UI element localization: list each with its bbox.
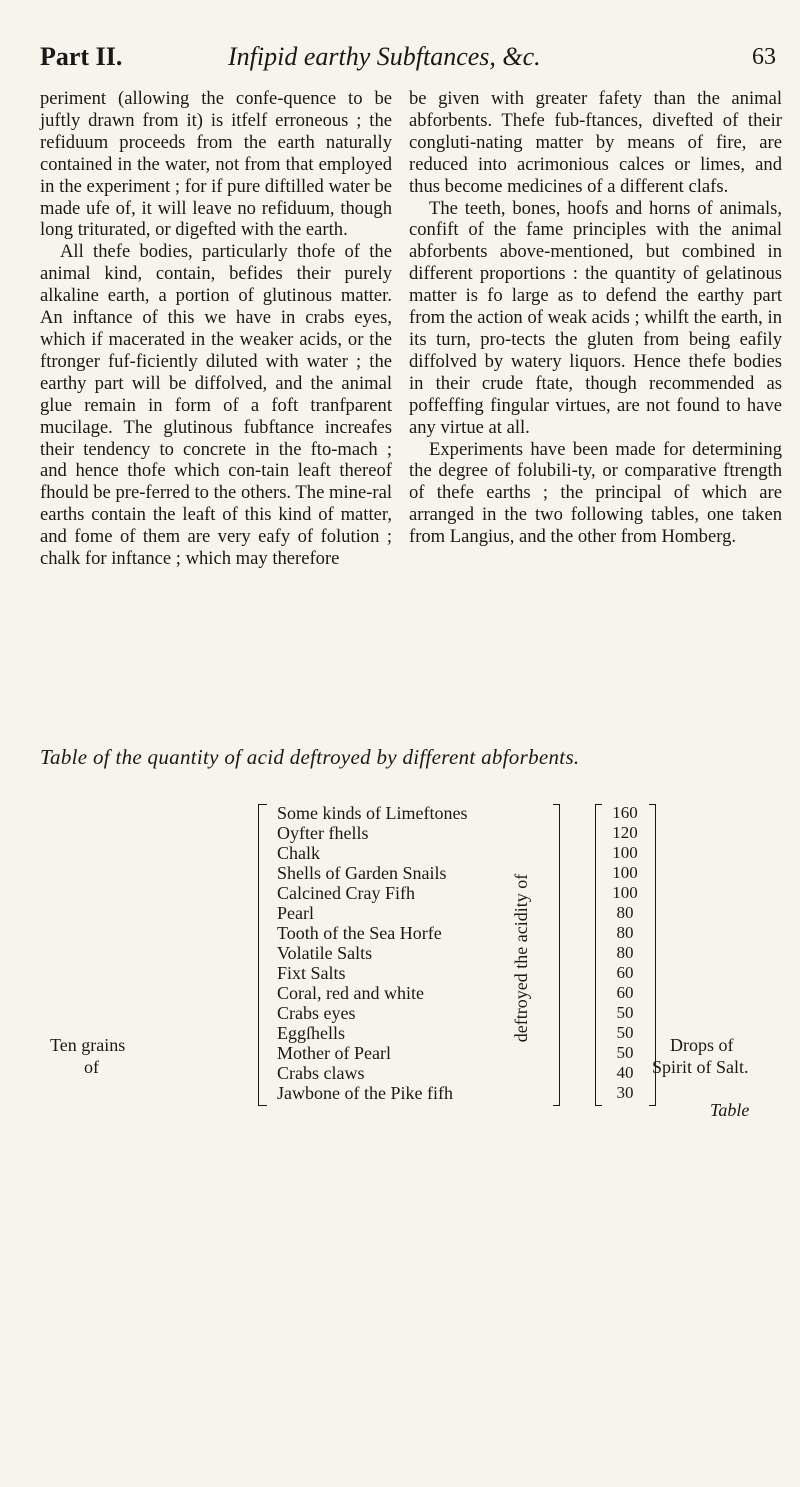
table-row: Shells of Garden Snails — [277, 863, 447, 883]
running-title: Infipid earthy Subftances, &c. — [228, 42, 541, 71]
right-label: Spirit of Salt. — [652, 1057, 749, 1077]
table-row: Fixt Salts — [277, 963, 346, 983]
table-value: 120 — [612, 823, 638, 842]
table-value: 100 — [612, 843, 638, 862]
table-row: Jawbone of the Pike fifh — [277, 1083, 453, 1103]
paragraph: All thefe bodies, particularly thofe of the animal kind, contain, befides their purely alkaline earth, a portion of glutinous matter. An inftance of this we have in crabs eyes, which if macerated in the weaker acids, or the ftronger fuf-ficiently diluted with water ; the earthy part will be diffolved, and the animal glue remain in form of a foft tranfparent mucilage. The glutinous fubftance increafes their tendency to concrete in the fto-mach ; and hence thofe which con-tain leaft thereof fhould be pre-ferred to the others. The mine-ral earths contain the leaft of this kind of matter, and fome of them are very eafy of folution ; chalk for inftance ; which may therefore — [40, 241, 392, 570]
part-label: Part II. — [40, 42, 123, 71]
table-row: Oyfter fhells — [277, 823, 369, 843]
table-value: 40 — [616, 1063, 634, 1082]
table-row: Chalk — [277, 843, 320, 863]
middle-brace — [553, 804, 560, 1106]
table-value: 80 — [616, 943, 634, 962]
table-value: 50 — [616, 1043, 634, 1062]
catchword: Table — [710, 1100, 750, 1120]
table-value: 160 — [612, 803, 638, 822]
paragraph: periment (allowing the confe-quence to be juftly drawn from it) is itfelf erroneous ; the refiduum proceeds from the earth naturally contained in the water, not from that employed in the experiment ; for if pure diftilled water be made ufe of, it will leave no refiduum, though long triturated, or digefted with the earth. — [40, 88, 392, 241]
table-value: 30 — [616, 1083, 634, 1102]
left-label: of — [84, 1057, 99, 1077]
table-value: 100 — [612, 883, 638, 902]
table-row: Calcined Cray Fifh — [277, 883, 415, 903]
paragraph: be given with greater fafety than the animal abforbents. Thefe fub-ftances, divefted of their congluti-nating matter by means of fire, are reduced into acrimonious calces or limes, and thus become medicines of a different clafs. — [409, 88, 782, 197]
table-value: 80 — [616, 903, 634, 922]
paragraph: The teeth, bones, hoofs and horns of animals, confift of the fame principles with the animal abforbents above-mentioned, but combined in different proportions : the quantity of gelatinous matter is fo large as to defend the earthy part from the action of weak acids ; whilft the earth, in its turn, pro-tects the gluten from being eafily diffolved by watery liquors. Hence thefe bodies in their crude ftate, though recommended as poffeffing fingular virtues, are not found to have any virtue at all. — [409, 197, 782, 438]
table-value: 60 — [616, 983, 634, 1002]
left-label: Ten grains — [50, 1035, 126, 1055]
table-row: Mother of Pearl — [277, 1043, 391, 1063]
left-brace — [258, 804, 267, 1106]
table-value: 50 — [616, 1023, 634, 1042]
table-row: Coral, red and white — [277, 983, 424, 1003]
table-row: Eggſhells — [277, 1023, 345, 1043]
right-label: Drops of — [670, 1035, 734, 1055]
middle-label: deftroyed the acidity of — [511, 873, 531, 1043]
table-row: Tooth of the Sea Horfe — [277, 923, 442, 943]
table-row: Volatile Salts — [277, 943, 373, 963]
table-row: Some kinds of Limeftones — [277, 803, 468, 823]
values-brace — [595, 804, 602, 1106]
table-value: 80 — [616, 923, 634, 942]
table-caption: Table of the quantity of acid deftroyed by different abforbents. — [40, 745, 580, 769]
table-value: 60 — [616, 963, 634, 982]
table-row: Pearl — [277, 903, 314, 923]
table-value: 50 — [616, 1003, 634, 1022]
table-value: 100 — [612, 863, 638, 882]
table-row: Crabs eyes — [277, 1003, 356, 1023]
paragraph: Experiments have been made for determining the degree of folubili-ty, or comparative ftrength of thefe earths ; the principal of which are arranged in the two following tables, one taken from Langius, and the other from Homberg. — [409, 438, 782, 548]
page-number: 63 — [752, 44, 776, 70]
table-row: Crabs claws — [277, 1063, 365, 1083]
